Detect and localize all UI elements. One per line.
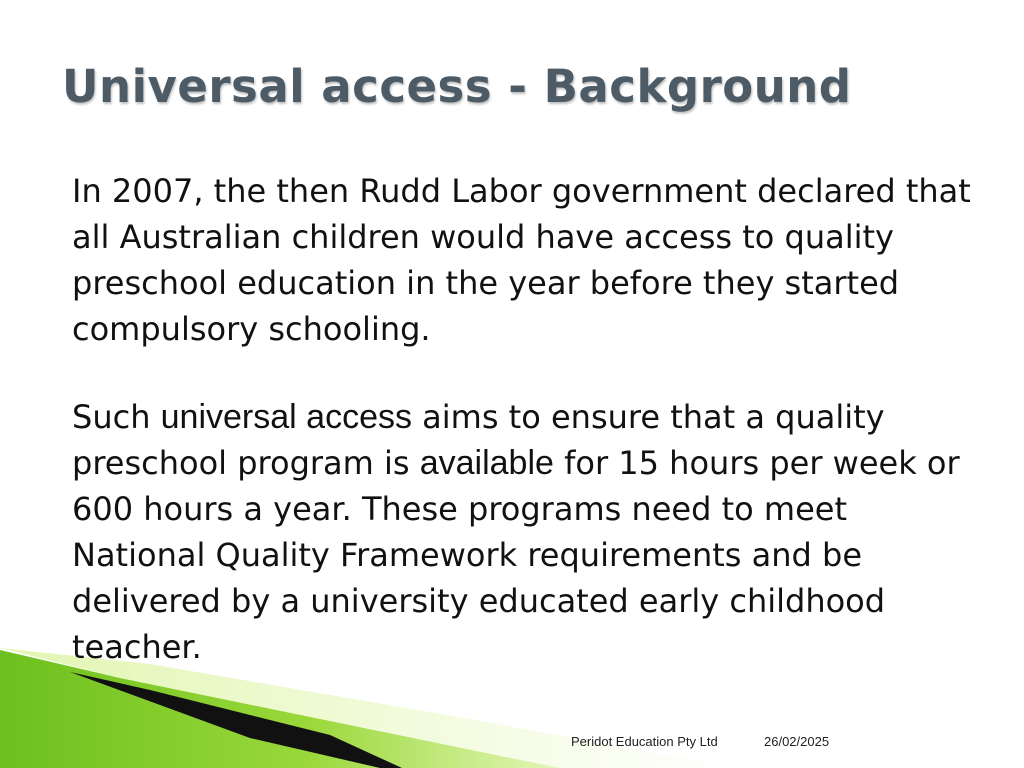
footer-company: Peridot Education Pty Ltd bbox=[571, 734, 718, 749]
paragraph-text: for 15 hours per week or 600 hours a year. These programs need to meet National Quality Framework requirements and be delivered by a university educated early childhood teacher. bbox=[72, 444, 960, 666]
emphasized-term-universal-access: universal access bbox=[160, 398, 412, 436]
footer-date: 26/02/2025 bbox=[764, 734, 830, 749]
paragraph-text: Such bbox=[72, 398, 161, 436]
slide-body bbox=[72, 168, 972, 670]
paragraph-text: aims to ensure that a quality preschool program is bbox=[72, 398, 885, 482]
paragraph-universal-access bbox=[72, 394, 972, 670]
slide-title: Universal access - Background bbox=[62, 60, 852, 113]
paragraph-intro: In 2007, the then Rudd Labor government declared that all Australian children would have access to quality preschool education in the year before they started compulsory schooling. bbox=[72, 172, 971, 348]
emphasized-term-available: available bbox=[419, 444, 554, 482]
